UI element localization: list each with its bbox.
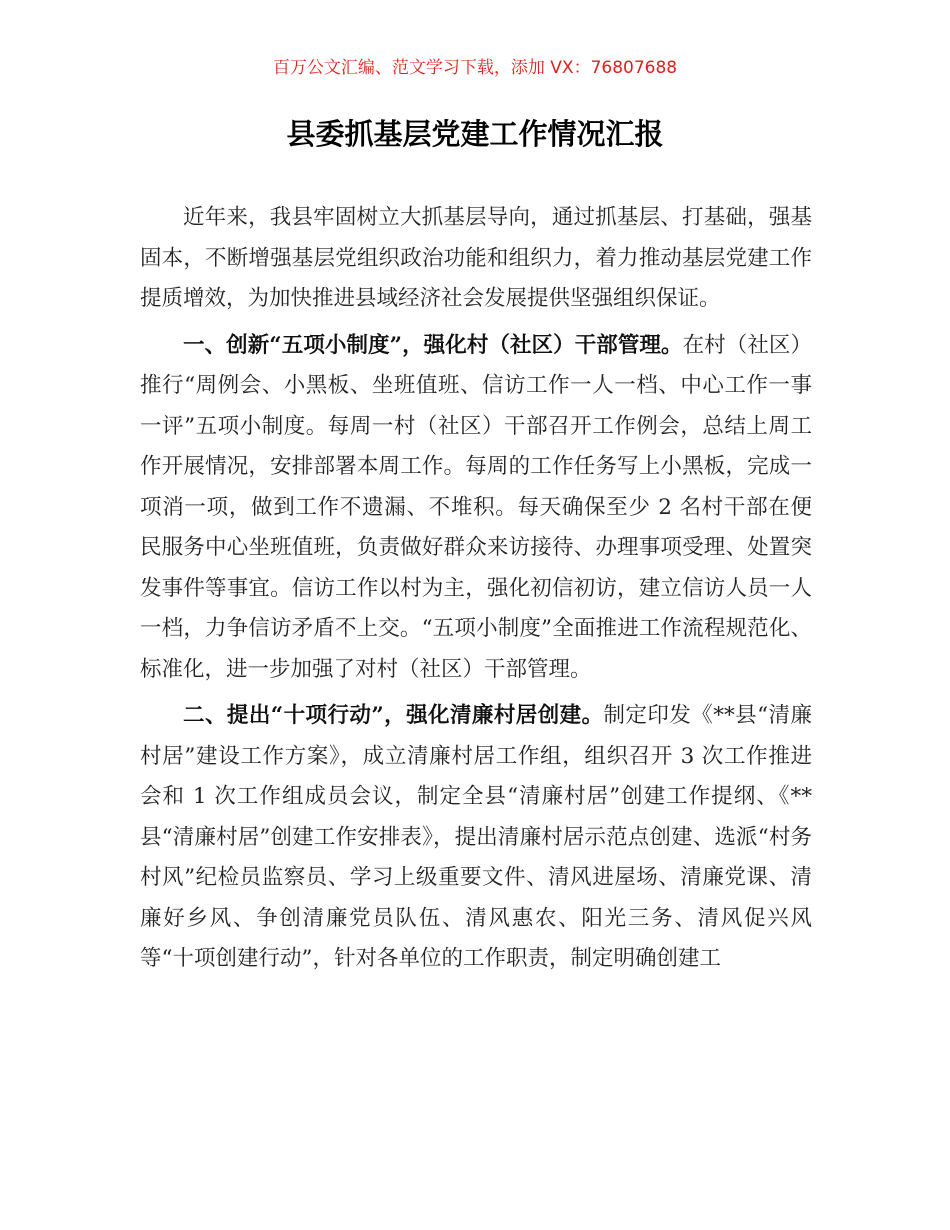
paragraph-intro xyxy=(140,198,812,320)
page-title: 县委抓基层党建工作情况汇报 xyxy=(286,117,664,151)
paragraph-lead: 一、创新“五项小制度”，强化村（社区）干部管理。 xyxy=(183,332,683,358)
paragraph-lead: 二、提出“十项行动”，强化清廉村居创建。 xyxy=(183,703,604,728)
paragraph-text: 近年来，我县牢固树立大抓基层导向，通过抓基层、打基础，强基固本，不断增强基层党组织政治功能和组织力，着力推动基层党建工作提质增效，为加快推进县域经济社会发展提供坚强组织保证。 xyxy=(140,205,812,311)
paragraph-section-1 xyxy=(140,326,812,691)
document-body xyxy=(140,198,812,986)
header-note: 百万公文汇编、范文学习下载，添加 VX：76807688 xyxy=(272,58,678,78)
paragraph-text: 在村（社区）推行“周例会、小黑板、坐班值班、信访工作一人一档、中心工作一事一评”五项小制度。每周一村（社区）干部召开工作例会，总结上周工作开展情况，安排部署本周工作。每周的工作任务写上小黑板，完成一项消一项，做到工作不遗漏、不堆积。每天确保至少 2 名村干部在便民服务中心坐班值班，负责做好群众来访接待、办理事项受理、处置突发事件等事宜。信访工作以村为主，强化初信初访，建立信访人员一人一档，力争信访矛盾不上交。“五项小制度”全面推进工作流程规范化、标准化，进一步加强了对村（社区）干部管理。 xyxy=(140,332,812,682)
paragraph-text: 制定印发《**县“清廉村居”建设工作方案》，成立清廉村居工作组，组织召开 3 次工作推进会和 1 次工作组成员会议，制定全县“清廉村居”创建工作提纲、《**县“清廉村居”创建工作安排表》，提出清廉村居示范点创建、选派“村务村风”纪检员监察员、学习上级重要文件、清风进屋场、清廉党课、清廉好乡风、争创清廉党员队伍、清风惠农、阳光三务、清风促兴风等“十项创建行动”，针对各单位的工作职责，制定明确创建工 xyxy=(140,703,812,971)
paragraph-section-2 xyxy=(140,696,812,980)
